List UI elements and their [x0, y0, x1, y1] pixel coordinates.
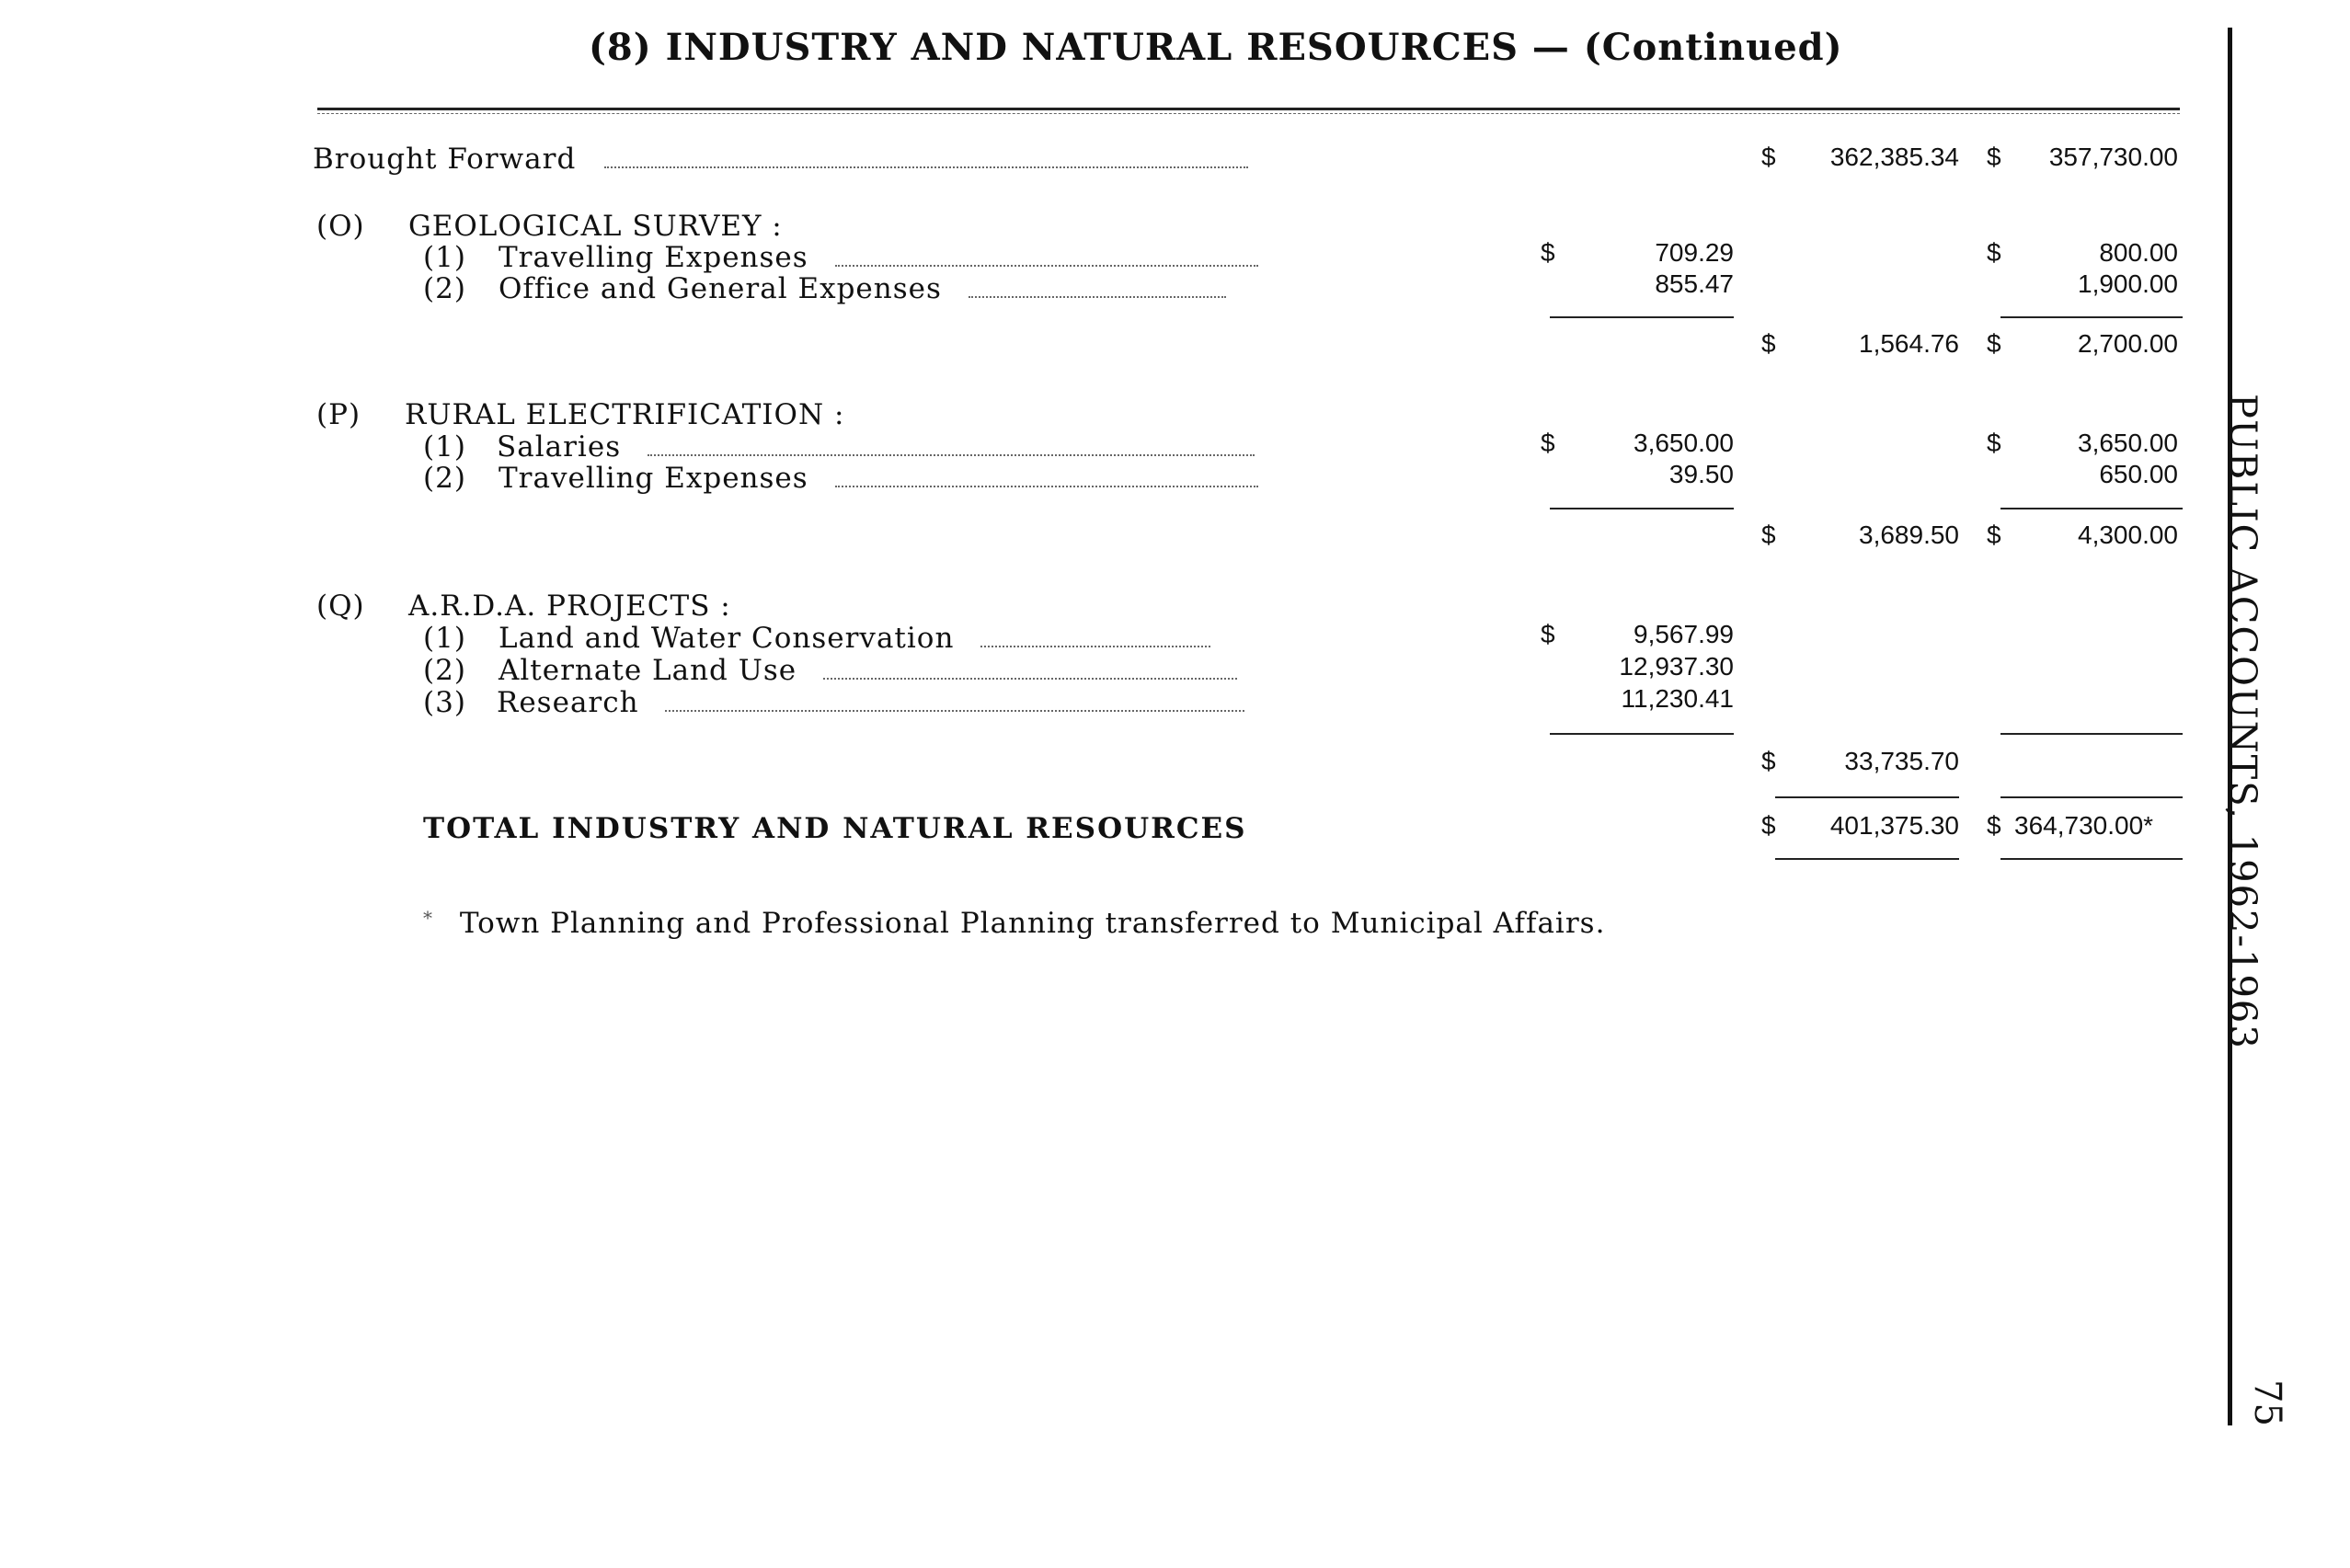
dollar-sign: $: [1987, 238, 2001, 267]
item-amount: 3,650.00: [1634, 429, 1734, 457]
item-label-text: Office and General Expenses: [499, 272, 942, 305]
item-label-text: Alternate Land Use: [499, 654, 797, 687]
item-number: (1): [423, 430, 466, 464]
dollar-sign: $: [1761, 811, 1776, 840]
section-code: (O): [316, 210, 365, 243]
item-label: [497, 430, 1255, 464]
item-amount: 39.50: [1668, 460, 1734, 488]
item-number: (2): [423, 272, 466, 305]
subtotal-rule: [1550, 316, 1734, 318]
item-label: [499, 622, 1210, 655]
page-title: (8) INDUSTRY AND NATURAL RESOURCES — (Continued): [589, 26, 1843, 69]
brought-forward-text: Brought Forward: [313, 143, 577, 176]
item-label: [499, 654, 1237, 687]
total-actual: 401,375.30: [1829, 811, 1959, 840]
leader-dots: [665, 704, 1244, 712]
header-rule: [317, 108, 2180, 110]
brought-forward-actual: 362,385.34: [1829, 143, 1959, 171]
item-amount: 11,230.41: [1621, 684, 1734, 713]
item-label: [499, 462, 1258, 495]
page-number: 75: [2246, 1379, 2288, 1426]
item-estimate: 3,650.00: [2078, 429, 2178, 457]
item-label: [499, 241, 1258, 274]
total-double-rule: [2000, 858, 2183, 860]
subtotal-rule: [2000, 508, 2183, 509]
total-rule: [2000, 796, 2183, 798]
item-amount: 709.29: [1655, 238, 1734, 267]
item-amount: 12,937.30: [1619, 652, 1734, 681]
item-amount: 9,567.99: [1634, 620, 1734, 648]
section-code: (P): [316, 398, 361, 431]
section-code: (Q): [316, 589, 365, 623]
item-label-text: Land and Water Conservation: [499, 622, 955, 655]
item-estimate: 650.00: [2099, 460, 2178, 488]
section-subtotal: 33,735.70: [1844, 747, 1959, 775]
dollar-sign: $: [1541, 620, 1555, 648]
item-number: (1): [423, 241, 466, 274]
dollar-sign: $: [1987, 329, 2001, 358]
dollar-sign: $: [1761, 143, 1776, 171]
item-label-text: Salaries: [497, 430, 622, 464]
leader-dots: [648, 449, 1255, 456]
dollar-sign: $: [1987, 521, 2001, 549]
header-rule-dashed: [317, 113, 2180, 114]
section-subtotal: 1,564.76: [1859, 329, 1959, 358]
section-subtotal: 3,689.50: [1859, 521, 1959, 549]
item-number: (2): [423, 654, 466, 687]
item-number: (1): [423, 622, 466, 655]
brought-forward-estimate: 357,730.00: [2048, 143, 2178, 171]
item-estimate: 800.00: [2099, 238, 2178, 267]
total-estimate: 364,730.00*: [2014, 811, 2154, 840]
item-label-text: Travelling Expenses: [499, 241, 808, 274]
item-amount: 855.47: [1655, 269, 1734, 298]
total-label: TOTAL INDUSTRY AND NATURAL RESOURCES: [423, 812, 1247, 845]
item-number: (3): [423, 686, 466, 719]
leader-dots: [835, 259, 1258, 267]
item-label: [499, 272, 1226, 305]
item-label: [497, 686, 1244, 719]
running-title: PUBLIC ACCOUNTS, 1962-1963: [2221, 394, 2264, 1050]
footnote-mark: *: [423, 907, 433, 929]
subtotal-rule: [2000, 733, 2183, 735]
footnote: [423, 907, 1605, 940]
subtotal-rule: [1550, 508, 1734, 509]
brought-forward-label: [313, 143, 1248, 176]
dollar-sign: $: [1761, 329, 1776, 358]
section-estimate-total: 4,300.00: [2078, 521, 2178, 549]
leader-dots: [969, 291, 1226, 298]
footnote-text: Town Planning and Professional Planning transferred to Municipal Affairs.: [459, 907, 1606, 940]
total-double-rule: [1775, 858, 1959, 860]
section-estimate-total: 2,700.00: [2078, 329, 2178, 358]
section-title: GEOLOGICAL SURVEY :: [408, 210, 783, 243]
item-estimate: 1,900.00: [2078, 269, 2178, 298]
subtotal-rule: [2000, 316, 2183, 318]
leader-dots: [604, 161, 1248, 168]
subtotal-rule: [1550, 733, 1734, 735]
leader-dots: [980, 640, 1210, 647]
dollar-sign: $: [1987, 143, 2001, 171]
section-title: RURAL ELECTRIFICATION :: [405, 398, 845, 431]
dollar-sign: $: [1761, 521, 1776, 549]
total-rule: [1775, 796, 1959, 798]
item-label-text: Research: [497, 686, 639, 719]
leader-dots: [835, 480, 1258, 487]
item-label-text: Travelling Expenses: [499, 462, 808, 495]
dollar-sign: $: [1987, 811, 2001, 840]
dollar-sign: $: [1541, 429, 1555, 457]
dollar-sign: $: [1987, 429, 2001, 457]
dollar-sign: $: [1761, 747, 1776, 775]
section-title: A.R.D.A. PROJECTS :: [408, 589, 731, 623]
dollar-sign: $: [1541, 238, 1555, 267]
item-number: (2): [423, 462, 466, 495]
leader-dots: [823, 672, 1237, 680]
